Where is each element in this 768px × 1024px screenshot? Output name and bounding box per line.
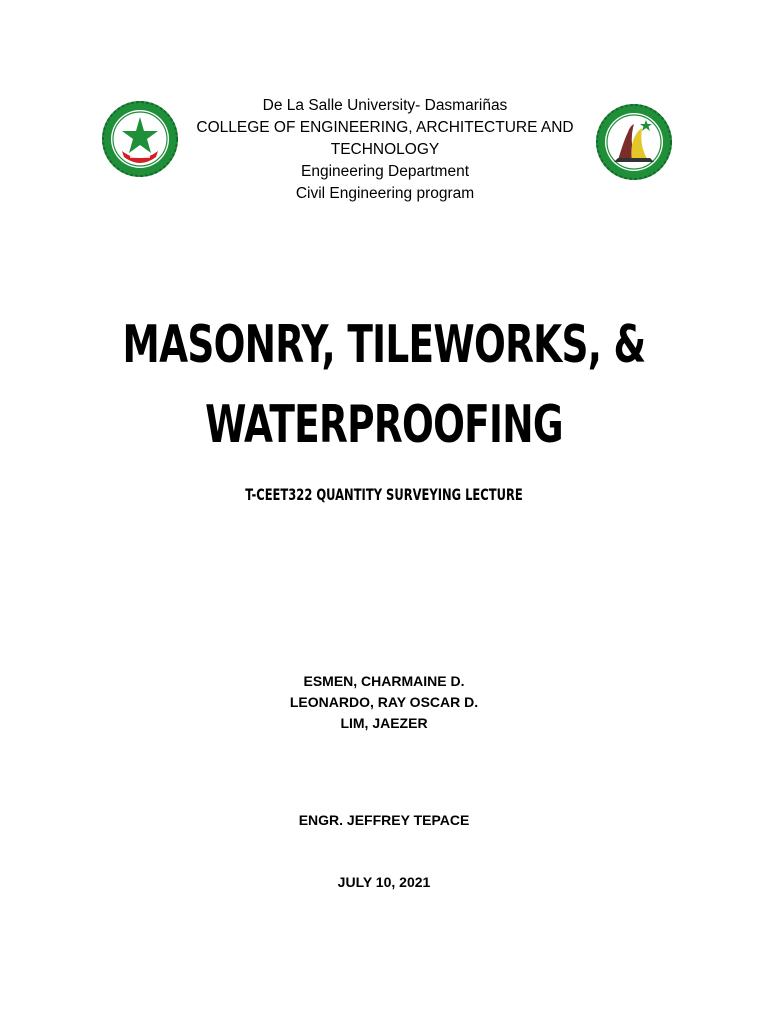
author-name: LEONARDO, RAY OSCAR D. (289, 694, 479, 710)
author-name: ESMEN, CHARMAINE D. (303, 673, 465, 689)
adviser-name: ENGR. JEFFREY TEPACE (298, 812, 470, 828)
department-name: Engineering Department (300, 163, 470, 180)
document-header (0, 95, 768, 205)
course-subtitle: T-CEET322 QUANTITY SURVEYING LECTURE (245, 485, 523, 504)
document-title (108, 305, 661, 465)
document-date: JULY 10, 2021 (337, 874, 431, 890)
college-seal-icon (594, 102, 674, 182)
author-name: LIM, JAEZER (340, 715, 428, 731)
title-line-2: WATERPROOFING (205, 395, 563, 455)
university-seal-icon (100, 99, 180, 179)
university-name: De La Salle University- Dasmariñas (262, 97, 508, 114)
title-line-1: MASONRY, TILEWORKS, & (122, 315, 646, 375)
college-name: COLLEGE OF ENGINEERING, ARCHITECTURE AND TECHNOLOGY (196, 119, 574, 158)
author-list (0, 671, 768, 734)
program-name: Civil Engineering program (295, 185, 475, 202)
institution-block (180, 95, 590, 205)
